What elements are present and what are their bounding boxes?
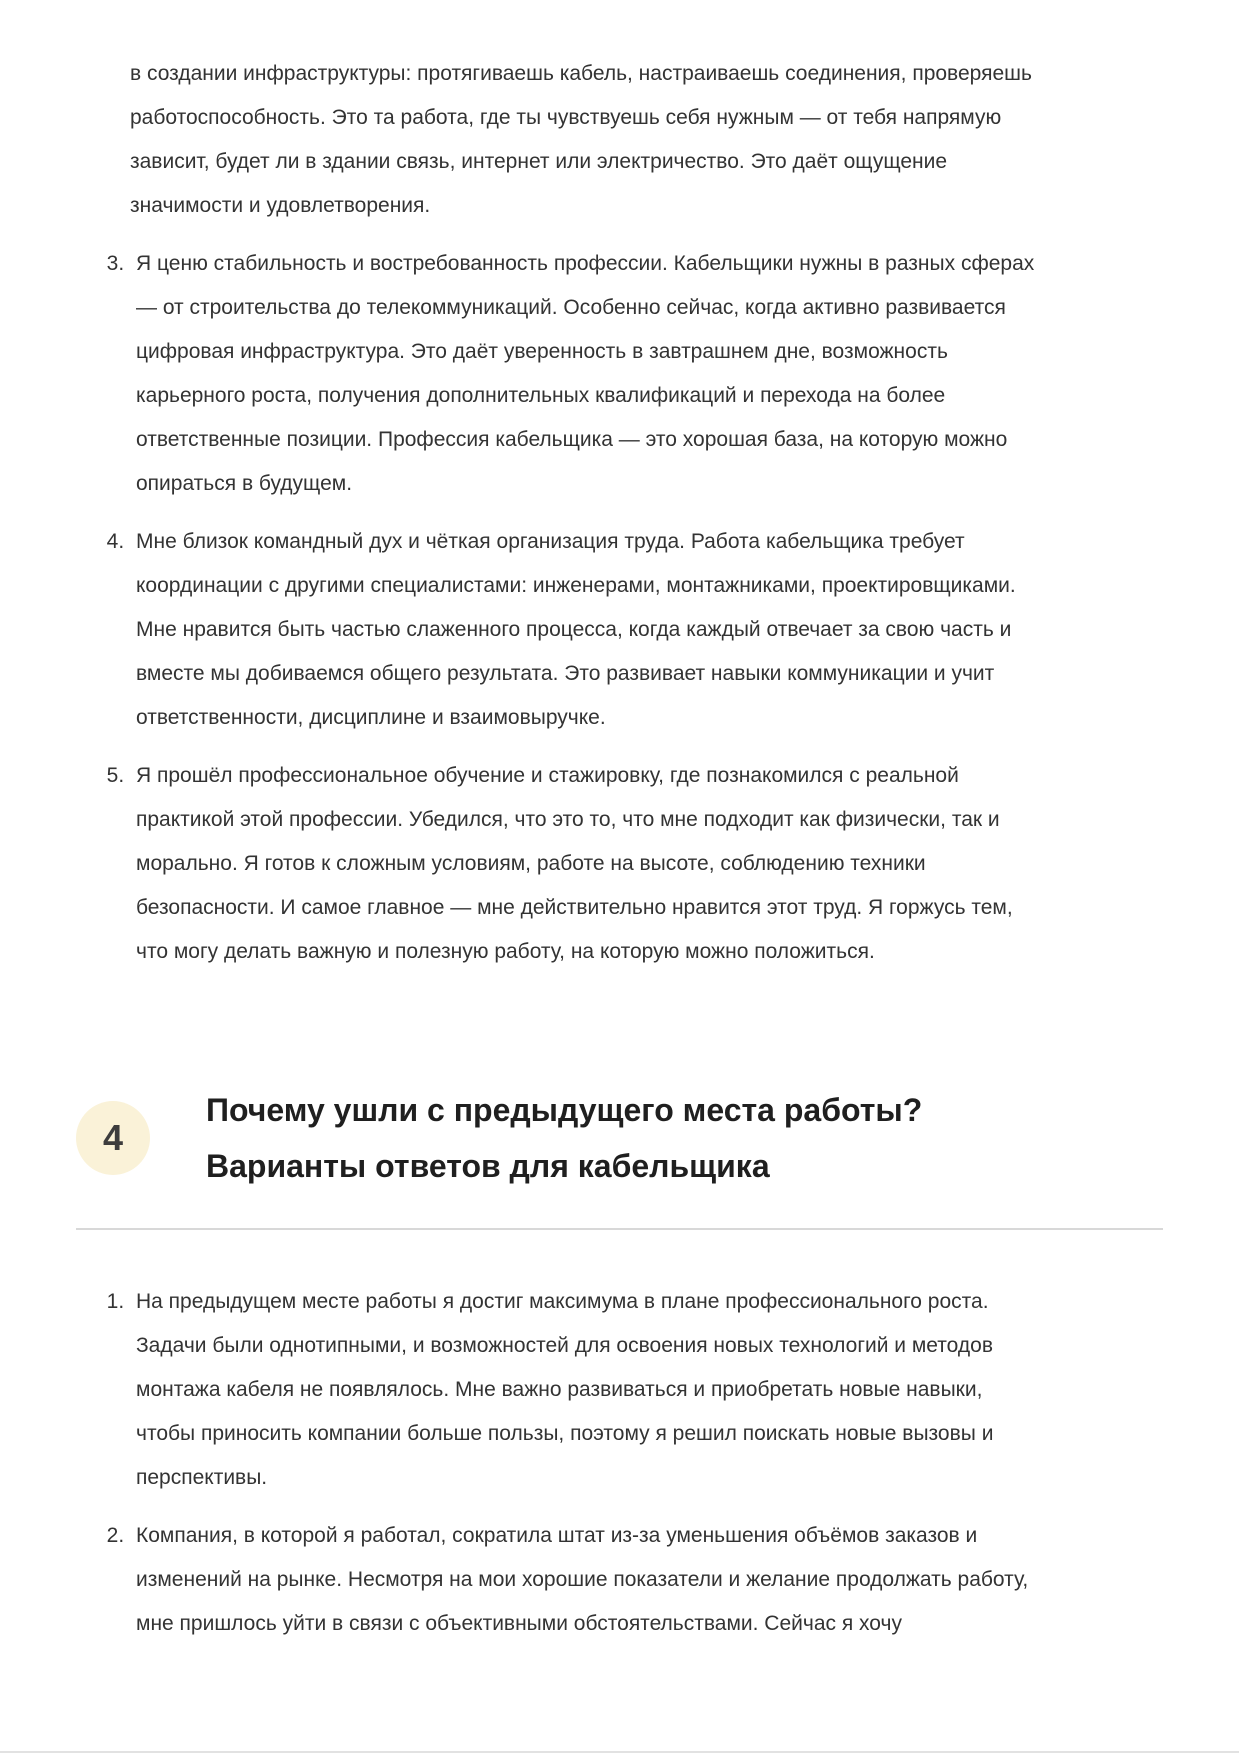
paragraph-fragment: в создании инфраструктуры: протягиваешь кабель, настраиваешь соединения, проверяешь работоспособность. Это та работа, где ты чувствуешь себя нужным — от тебя напрямую зависит, будет ли в здании связь, интернет или электричество. Это даёт ощущение значимости и удовлетворения. [130, 62, 1032, 217]
section-title [206, 1082, 922, 1194]
section-header [76, 1082, 1163, 1230]
list-item: 3. Я ценю стабильность и востребованность профессии. Кабельщики нужны в разных сферах — от строительства до телекоммуникаций. Особенно сейчас, когда активно развивается цифровая инфраструктура. Это даёт уверенность в завтрашнем дне, возможность карьерного роста, получения дополнительных квалификаций и перехода на более ответственные позиции. Профессия кабельщика — это хорошая база, на которую можно опираться в будущем. [130, 242, 1045, 506]
section-title-line2: Варианты ответов для кабельщика [206, 1148, 770, 1184]
list-item: 5. Я прошёл профессиональное обучение и стажировку, где познакомился с реальной практикой этой профессии. Убедился, что это то, что мне подходит как физически, так и морально. Я готов к сложным условиям, работе на высоте, соблюдению техники безопасности. И самое главное — мне действительно нравится этот труд. Я горжусь тем, что могу делать важную и полезную работу, на которую можно положиться. [130, 754, 1045, 974]
answers-list-why-left [76, 1280, 1163, 1646]
answers-list-why-profession [76, 242, 1163, 974]
list-item: 4. Мне близок командный дух и чёткая организация труда. Работа кабельщика требует координации с другими специалистами: инженерами, монтажниками, проектировщиками. Мне нравится быть частью слаженного процесса, когда каждый отвечает за свою часть и вместе мы добиваемся общего результата. Это развивает навыки коммуникации и учит ответственности, дисциплине и взаимовыручке. [130, 520, 1045, 740]
section-number-badge: 4 [76, 1101, 150, 1175]
list-item: 2. Компания, в которой я работал, сократила штат из-за уменьшения объёмов заказов и изменений на рынке. Несмотря на мои хорошие показатели и желание продолжать работу, мне пришлось уйти в связи с объективными обстоятельствами. Сейчас я хочу [130, 1514, 1045, 1646]
section-title-line1: Почему ушли с предыдущего места работы? [206, 1092, 923, 1128]
list-item: 1. На предыдущем месте работы я достиг максимума в плане профессионального роста. Задачи были однотипными, и возможностей для освоения новых технологий и методов монтажа кабеля не появлялось. Мне важно развиваться и приобретать новые навыки, чтобы приносить компании больше пользы, поэтому я решил поискать новые вызовы и перспективы. [130, 1280, 1045, 1500]
